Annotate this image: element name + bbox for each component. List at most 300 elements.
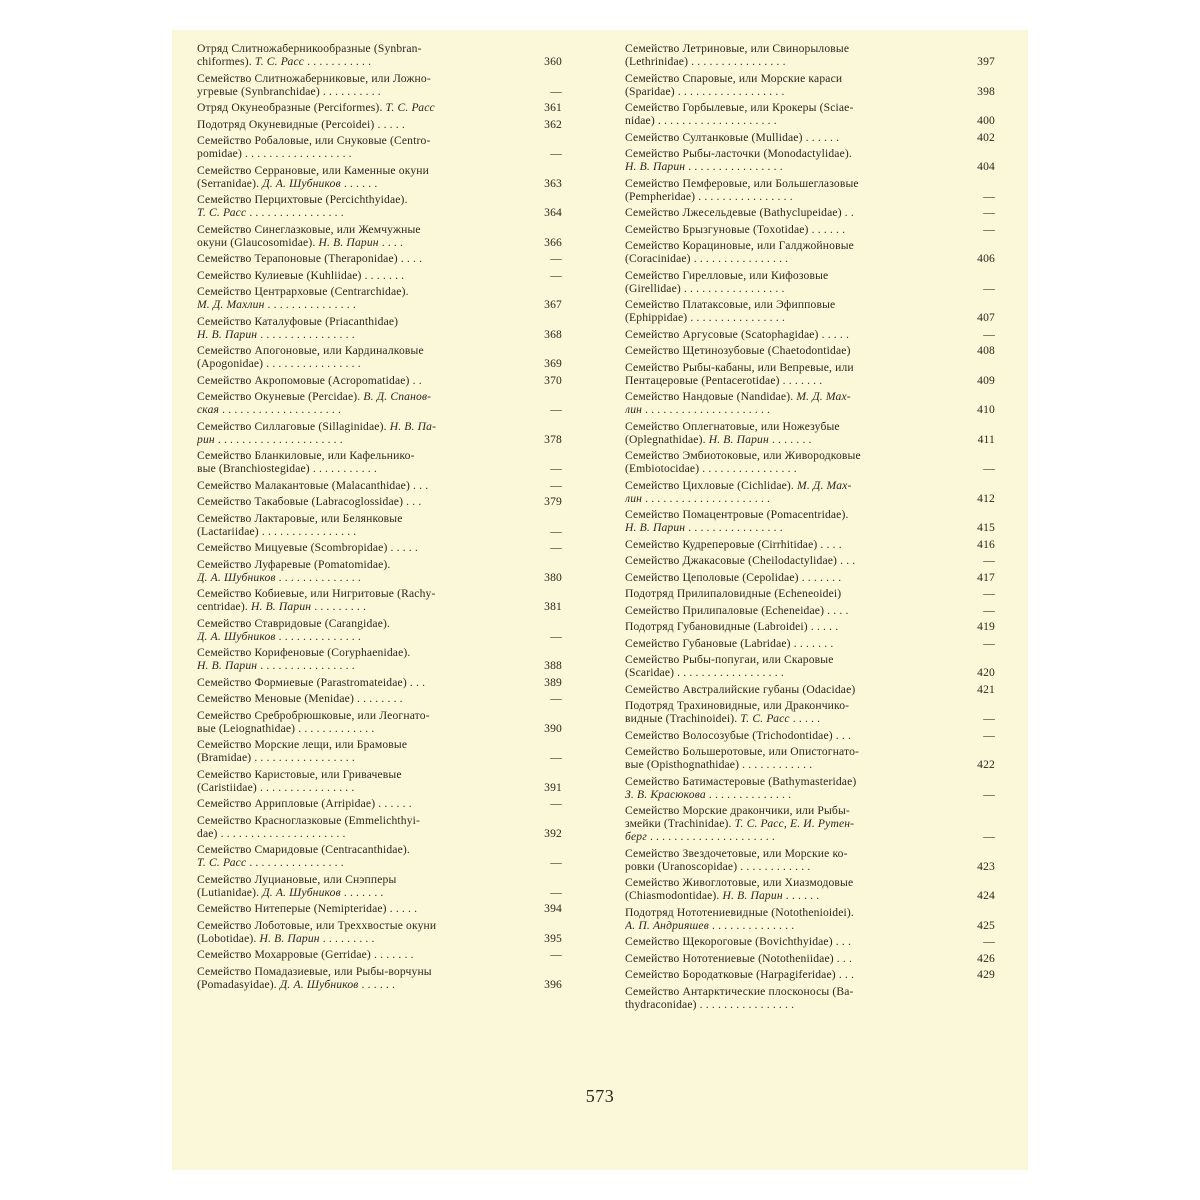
toc-entry-line: [625, 72, 951, 85]
toc-page-ref: 409: [977, 373, 995, 387]
author-name: Н. В. Парин: [250, 600, 312, 613]
toc-entry-line: [197, 692, 518, 705]
entry-text: Семейство Губановые (Labridae) . . . . . . .: [625, 636, 834, 650]
toc-entry: [197, 768, 562, 794]
toc-page-ref: 361: [544, 101, 562, 114]
toc-entry-line: [625, 177, 951, 190]
author-name: Т. С. Расс: [254, 55, 305, 68]
toc-entry: [197, 617, 562, 643]
entry-text: Семейство Горбылевые, или Крокеры (Sciae-: [625, 101, 854, 114]
toc-entry-title: [197, 692, 518, 705]
toc-page-ref: 398: [977, 84, 995, 98]
toc-entry-title: [197, 118, 518, 131]
toc-entry-line: [625, 101, 951, 114]
toc-entry-line: [197, 495, 518, 508]
toc-entry-title: [197, 873, 518, 899]
toc-entry: [197, 948, 562, 961]
toc-page-ref: 419: [977, 620, 995, 633]
toc-entry-title: [197, 315, 518, 341]
toc-entry: [197, 814, 562, 840]
toc-page-ref: 424: [977, 889, 995, 902]
toc-entry-line: [197, 856, 518, 869]
toc-page-ref: 411: [977, 432, 995, 446]
toc-entry-line: [625, 919, 951, 932]
toc-entry-line: [625, 860, 951, 873]
toc-entry-title: [625, 745, 951, 771]
entry-text: Семейство Кобиевые, или Нигритовые (Rachy-: [197, 587, 436, 600]
toc-entry: [625, 637, 995, 650]
toc-entry-line: [625, 847, 951, 860]
toc-entry-title: [625, 223, 951, 236]
toc-page-ref: 396: [544, 977, 562, 991]
entry-text: (Sparidae) . . . . . . . . . . . . . . . . . .: [625, 84, 785, 98]
toc-entry-line: [197, 781, 518, 794]
toc-entry-line: [197, 147, 518, 160]
author-name: берг: [625, 830, 647, 843]
toc-entry-line: [625, 604, 951, 617]
toc-page-ref: —: [550, 147, 562, 160]
toc-entry-title: [197, 269, 518, 282]
entry-text: Семейство Спаровые, или Морские караси: [625, 71, 843, 85]
toc-entry-line: [625, 344, 951, 357]
toc-entry-line: [625, 587, 951, 600]
toc-entry-line: [197, 948, 518, 961]
entry-text: угревые (Synbranchidae) . . . . . . . . . .: [197, 84, 381, 98]
entry-text: Семейство Серрановые, или Каменные окуни: [197, 163, 429, 177]
toc-entry-line: [625, 328, 951, 341]
entry-text: Семейство Прилипаловые (Echeneidae) . . . .: [625, 603, 849, 617]
toc-page-ref: —: [550, 268, 562, 282]
toc-entry-line: [625, 758, 951, 771]
toc-entry-title: [625, 390, 951, 416]
toc-page-ref: 402: [977, 130, 995, 144]
author-name: лин: [625, 403, 643, 416]
entry-text: Семейство Нототениевые (Nototheniidae) . . .: [625, 951, 853, 965]
toc-page-ref: —: [983, 712, 995, 725]
toc-entry-line: [625, 521, 951, 534]
toc-page-ref: —: [983, 830, 995, 843]
toc-entry: [197, 374, 562, 387]
toc-entry-line: [197, 479, 518, 492]
author-name: Д. А. Шубников: [279, 977, 359, 991]
entry-text: . . . . . . . . . . . . . . . . . . . . .: [214, 432, 343, 446]
toc-entry: [625, 344, 995, 357]
toc-entry: [197, 223, 562, 249]
author-name: Д. А. Шубников: [197, 629, 276, 643]
entry-text: Семейство Перцихтовые (Percichthyidae).: [197, 193, 408, 206]
toc-entry: [625, 804, 995, 843]
entry-text: Отряд Окунеобразные (Perciformes).: [197, 101, 386, 114]
toc-entry: [197, 390, 562, 416]
toc-entry-line: [197, 433, 518, 446]
toc-entry-title: [197, 374, 518, 387]
toc-entry-title: [197, 738, 518, 764]
toc-entry-title: [625, 620, 951, 633]
toc-entry: [625, 985, 995, 1011]
entry-text: . . . . . . . . . . . . . . . .: [257, 327, 355, 341]
author-name: Н. В. Парин: [625, 521, 686, 534]
toc-entry-line: [625, 683, 951, 696]
toc-entry-line: [197, 558, 518, 571]
author-name: Н. В. Парин: [259, 931, 320, 945]
entry-text: Семейство Живоглотовые, или Хиазмодовые: [625, 876, 854, 889]
toc-page-ref: —: [550, 403, 562, 416]
entry-text: (Oplegnathidae).: [625, 432, 709, 446]
toc-entry-title: [625, 269, 951, 295]
author-name: Н. В. Па-: [389, 419, 437, 433]
entry-text: . . . . . . . . . . . . . . . . . . . . .: [642, 491, 771, 505]
entry-text: Семейство Пемферовые, или Большеглазовые: [625, 176, 859, 190]
entry-text: . . . . . . . . . . . . . . . . . . . . .: [642, 403, 771, 416]
entry-text: . . . . . . . . . . . . . .: [275, 629, 361, 643]
entry-text: Семейство Щекороговые (Bovichthyidae) . . .: [625, 935, 852, 948]
toc-page-ref: 366: [544, 235, 562, 249]
toc-entry: [625, 147, 995, 173]
entry-text: (Pomadasyidae).: [197, 977, 280, 991]
toc-entry: [197, 118, 562, 131]
author-name: Н. В. Парин: [625, 160, 686, 173]
toc-entry-title: [197, 101, 518, 114]
toc-entry-title: [197, 919, 518, 945]
toc-page-ref: —: [550, 252, 562, 265]
entry-text: Семейство Помацентровые (Pomacentridae).: [625, 508, 849, 521]
toc-entry-line: [197, 315, 518, 328]
entry-text: Семейство Мицуевые (Scombropidae) . . . . .: [197, 541, 418, 554]
entry-text: Семейство Акропомовые (Acropomatidae) . .: [197, 373, 422, 387]
entry-text: dae) . . . . . . . . . . . . . . . . . . . . .: [197, 826, 346, 840]
entry-text: Семейство Смаридовые (Centracanthidae).: [197, 843, 410, 856]
entry-text: (Lobotidae).: [197, 931, 260, 945]
toc-entry-title: [197, 495, 518, 508]
toc-entry-line: [625, 745, 951, 758]
toc-page-ref: 389: [544, 675, 562, 689]
toc-entry-line: [197, 541, 518, 554]
author-name: Т. С. Расс: [197, 206, 247, 219]
entry-text: Семейство Помадазиевые, или Рыбы-ворчуны: [197, 964, 432, 978]
toc-entry-title: [197, 449, 518, 475]
author-name: Н. В. Парин: [318, 235, 379, 249]
toc-page-ref: —: [550, 629, 562, 643]
toc-page-ref: 417: [977, 570, 995, 584]
toc-entry: [625, 620, 995, 633]
toc-entry: [625, 847, 995, 873]
toc-page-ref: 370: [544, 373, 562, 387]
entry-text: Семейство Звездочетовые, или Морские ко-: [625, 846, 848, 860]
toc-entry-title: [625, 699, 951, 725]
entry-text: Подотряд Губановидные (Labroidei) . . . . .: [625, 620, 839, 633]
toc-entry-line: [625, 935, 951, 948]
toc-page-ref: 391: [544, 780, 562, 794]
toc-entry-title: [625, 985, 951, 1011]
author-name: М. Д. Махлин: [197, 298, 265, 311]
toc-entry-line: [197, 919, 518, 932]
entry-text: Семейство Кудреперовые (Cirrhitidae) . . . .: [625, 537, 842, 551]
toc-entry: [625, 587, 995, 600]
author-name: Н. В. Парин: [197, 659, 258, 672]
toc-entry-line: [197, 722, 518, 735]
entry-text: Семейство Корациновые, или Галджойновые: [625, 239, 854, 252]
toc-page-ref: —: [550, 797, 562, 810]
entry-text: . . . . . . . . . . . . . .: [275, 570, 361, 584]
toc-page-ref: 379: [544, 495, 562, 508]
toc-entry-line: [625, 906, 951, 919]
entry-text: Семейство Каристовые, или Гривачевые: [197, 767, 402, 781]
entry-text: Семейство Волосозубые (Trichodontidae) . . .: [625, 728, 852, 742]
toc-page-ref: 426: [977, 951, 995, 965]
toc-entry-title: [197, 843, 518, 869]
entry-text: Семейство Малакантовые (Malacanthidae) . . .: [197, 478, 429, 492]
author-name: Д. А. Шубников: [197, 570, 276, 584]
toc-entry: [625, 42, 995, 68]
entry-text: Семейство Лжесельдевые (Bathyclupeidae) . .: [625, 206, 854, 219]
entry-text: Семейство Лактаровые, или Белянковые: [197, 511, 403, 525]
toc-page-ref: —: [983, 587, 995, 600]
toc-entry: [625, 390, 995, 416]
toc-entry: [625, 328, 995, 341]
toc-left-column: [197, 42, 562, 994]
toc-entry: [197, 873, 562, 899]
author-name: Н. В. Парин: [708, 432, 769, 446]
toc-page-ref: 368: [544, 327, 562, 341]
toc-entry: [625, 554, 995, 567]
toc-entry-title: [625, 729, 951, 742]
toc-entry-title: [625, 906, 951, 932]
toc-entry-line: [197, 965, 518, 978]
toc-entry-line: [625, 114, 951, 127]
toc-entry-line: [625, 952, 951, 965]
toc-entry-line: [197, 374, 518, 387]
toc-entry: [197, 965, 562, 991]
toc-page-ref: —: [550, 541, 562, 554]
toc-entry: [625, 269, 995, 295]
toc-entry-title: [625, 775, 951, 801]
entry-text: (Ephippidae) . . . . . . . . . . . . . . . .: [625, 311, 785, 324]
entry-text: видные (Trachinoidei).: [625, 712, 741, 725]
entry-text: Семейство Рыбы-кабаны, или Вепревые, или: [625, 360, 854, 374]
toc-page-ref: —: [983, 603, 995, 617]
toc-page-ref: —: [983, 462, 995, 475]
toc-entry-line: [625, 508, 951, 521]
entry-text: вые (Opisthognathidae) . . . . . . . . . . . .: [625, 758, 813, 771]
entry-text: Семейство Султанковые (Mullidae) . . . . . .: [625, 130, 840, 144]
toc-entry-line: [197, 85, 518, 98]
entry-text: Семейство Нандовые (Nandidae).: [625, 390, 797, 403]
toc-page-ref: —: [983, 206, 995, 219]
entry-text: (Lactariidae) . . . . . . . . . . . . . . . .: [197, 524, 357, 538]
toc-entry-line: [625, 985, 951, 998]
toc-entry: [625, 604, 995, 617]
toc-entry-line: [625, 55, 951, 68]
entry-text: (Lutianidae).: [197, 885, 263, 899]
entry-text: Семейство Аррипловые (Arripidae) . . . . . .: [197, 797, 412, 810]
entry-text: . . . . . . . . . . . . . .: [708, 918, 795, 932]
entry-text: Семейство Бланкиловые, или Кафельнико-: [197, 449, 415, 462]
toc-entry-line: [625, 131, 951, 144]
toc-page-ref: —: [550, 478, 562, 492]
toc-entry: [197, 42, 562, 68]
entry-text: Семейство Кулиевые (Kuhliidae) . . . . . . .: [197, 268, 405, 282]
toc-entry-title: [625, 361, 951, 387]
toc-page-ref: 381: [544, 600, 562, 613]
entry-text: Семейство Антарктические плосконосы (Ba-: [625, 984, 854, 998]
entry-text: Семейство Морские дракончики, или Рыбы-: [625, 804, 850, 817]
toc-entry-line: [197, 420, 518, 433]
toc-entry-line: [197, 814, 518, 827]
entry-text: . . . . . .: [358, 977, 396, 991]
toc-entry: [625, 223, 995, 236]
entry-text: Семейство Австралийские губаны (Odacidae): [625, 682, 856, 696]
toc-entry-line: [625, 571, 951, 584]
toc-entry-title: [197, 617, 518, 643]
toc-entry: [197, 919, 562, 945]
toc-entry-title: [197, 390, 518, 416]
author-name: Н. В. Парин: [722, 889, 783, 902]
toc-entry-line: [625, 462, 951, 475]
toc-entry: [625, 745, 995, 771]
toc-entry-title: [625, 239, 951, 265]
toc-entry-line: [197, 390, 518, 403]
entry-text: pomidae) . . . . . . . . . . . . . . . . . .: [197, 147, 352, 160]
entry-text: вые (Leiognathidae) . . . . . . . . . . . . .: [197, 721, 375, 735]
toc-page-ref: —: [983, 281, 995, 295]
author-name: Д. А. Шубников: [262, 176, 341, 190]
toc-entry-title: [625, 587, 951, 600]
toc-entry-title: [197, 709, 518, 735]
toc-entry-title: [625, 968, 951, 981]
entry-text: . . . . . . .: [340, 885, 384, 899]
toc-entry-line: [625, 538, 951, 551]
toc-entry: [197, 269, 562, 282]
entry-text: Семейство Нитеперые (Nemipteridae) . . . . .: [197, 902, 418, 915]
entry-text: Семейство Меновые (Menidae) . . . . . . . .: [197, 692, 403, 705]
toc-entry: [625, 508, 995, 534]
toc-entry-line: [625, 282, 951, 295]
toc-entry-line: [625, 223, 951, 236]
toc-entry-title: [197, 768, 518, 794]
toc-entry: [197, 134, 562, 160]
toc-entry-line: [197, 646, 518, 659]
entry-text: (Coracinidae) . . . . . . . . . . . . . . . .: [625, 252, 789, 265]
toc-entry-title: [625, 876, 951, 902]
entry-text: Семейство Джакасовые (Cheilodactylidae) . . .: [625, 554, 856, 567]
toc-entry-line: [625, 433, 951, 446]
entry-text: Семейство Гирелловые, или Кифозовые: [625, 268, 829, 282]
toc-entry-title: [197, 223, 518, 249]
toc-entry: [625, 729, 995, 742]
entry-text: Семейство Ставридовые (Carangidae).: [197, 616, 391, 630]
toc-entry: [625, 177, 995, 203]
toc-page-ref: —: [550, 856, 562, 869]
entry-text: ровки (Uranoscopidae) . . . . . . . . . . . .: [625, 859, 811, 873]
toc-entry-title: [197, 948, 518, 961]
toc-page-ref: 425: [977, 918, 995, 932]
author-name: рин: [197, 432, 215, 446]
entry-text: Подотряд Прилипаловидные (Echeneoidei): [625, 587, 842, 600]
entry-text: Подотряд Нототениевидные (Notothenioidei).: [625, 905, 854, 919]
toc-entry-line: [625, 729, 951, 742]
toc-entry-line: [625, 239, 951, 252]
toc-page-ref: —: [983, 222, 995, 236]
toc-entry: [625, 239, 995, 265]
toc-entry-title: [625, 449, 951, 475]
author-name: Т. С. Расс: [740, 712, 790, 725]
toc-entry-line: [625, 147, 951, 160]
entry-text: Семейство Большеротовые, или Опистогнато-: [625, 745, 860, 758]
entry-text: . . . . . . . . . . . . . . . .: [685, 160, 783, 173]
toc-entry: [197, 558, 562, 584]
entry-text: Семейство Апогоновые, или Кардиналковые: [197, 344, 424, 357]
toc-page-ref: —: [550, 462, 562, 475]
toc-entry: [197, 101, 562, 114]
entry-text: . . . . . . . . . . . . . . . .: [246, 206, 344, 219]
toc-entry-line: [197, 101, 518, 114]
toc-entry: [625, 906, 995, 932]
toc-entry: [625, 420, 995, 446]
toc-entry-title: [625, 935, 951, 948]
toc-entry-title: [625, 479, 951, 505]
toc-entry-line: [625, 85, 951, 98]
toc-entry-line: [625, 492, 951, 505]
entry-text: . . . . . . . . . . . . . . . .: [685, 521, 783, 534]
entry-text: centridae).: [197, 600, 251, 613]
author-name: Д. А. Шубников: [262, 885, 341, 899]
toc-entry-line: [197, 751, 518, 764]
toc-entry-line: [625, 42, 951, 55]
author-name: В. Д. Спанов-: [363, 390, 432, 403]
toc-page-ref: —: [550, 885, 562, 899]
toc-page-ref: —: [983, 554, 995, 567]
toc-entry-line: [625, 998, 951, 1011]
entry-text: Семейство Силлаговые (Sillaginidae).: [197, 419, 390, 433]
entry-text: nidae) . . . . . . . . . . . . . . . . . . . .: [625, 114, 777, 127]
toc-entry-line: [625, 620, 951, 633]
toc-entry-line: [625, 637, 951, 650]
toc-entry-line: [197, 42, 518, 55]
toc-entry: [197, 902, 562, 915]
toc-page-ref: 369: [544, 357, 562, 370]
toc-entry-title: [197, 646, 518, 672]
toc-right-column: [625, 42, 995, 1014]
author-name: Т. С. Расс, Е. И. Рутен-: [734, 817, 855, 830]
toc-page-ref: 388: [544, 659, 562, 672]
toc-entry-line: [625, 788, 951, 801]
toc-entry-title: [625, 131, 951, 144]
toc-entry-title: [197, 902, 518, 915]
entry-text: (Bramidae) . . . . . . . . . . . . . . . . .: [197, 751, 355, 764]
toc-entry-line: [197, 344, 518, 357]
entry-text: (Embiotocidae) . . . . . . . . . . . . . . . .: [625, 462, 797, 475]
toc-entry: [197, 843, 562, 869]
author-name: ская: [197, 403, 220, 416]
entry-text: Пентацеровые (Pentacerotidae) . . . . . . .: [625, 373, 823, 387]
entry-text: Семейство Центрарховые (Centrarchidae).: [197, 285, 409, 298]
toc-entry-title: [197, 72, 518, 98]
toc-entry-title: [625, 804, 951, 843]
entry-text: Семейство Каталуфовые (Priacanthidae): [197, 314, 399, 328]
toc-entry-title: [625, 847, 951, 873]
toc-entry-line: [197, 768, 518, 781]
toc-entry-line: [197, 177, 518, 190]
entry-text: thydraconidae) . . . . . . . . . . . . . . . .: [625, 997, 795, 1011]
toc-entry-title: [197, 558, 518, 584]
author-name: З. В. Красюкова: [625, 787, 706, 801]
entry-text: Семейство Щетинозубовые (Chaetodontidae): [625, 344, 851, 357]
toc-entry-title: [197, 42, 518, 68]
toc-entry: [197, 164, 562, 190]
toc-entry-line: [197, 659, 518, 672]
entry-text: Семейство Цихловые (Cichlidae).: [625, 478, 798, 492]
toc-entry-title: [197, 420, 518, 446]
